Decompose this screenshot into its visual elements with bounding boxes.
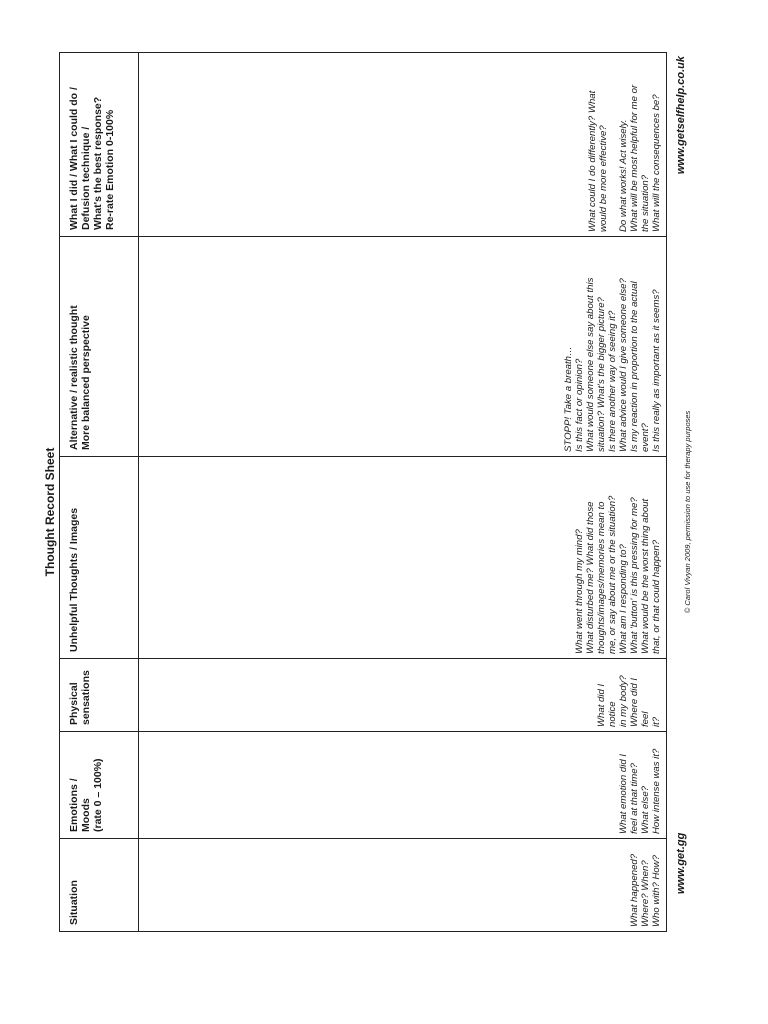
prompt-line: What happened?: [629, 853, 640, 927]
prompts-physical-sensations: [596, 663, 662, 727]
prompt-line: What would be the worst thing about: [640, 498, 651, 654]
column-header-line: Physical: [68, 682, 80, 725]
footer-left-url: www.get.gg: [675, 832, 687, 894]
header-what-i-did: [60, 53, 139, 236]
prompt-spacer: [609, 57, 618, 232]
record-table: [59, 52, 667, 932]
column-header-line: What I did / What I could do /: [68, 87, 80, 230]
prompt-line: it?: [651, 716, 662, 727]
prompt-line: Where? When?: [640, 860, 651, 927]
prompt-line: Where did I feel: [629, 677, 651, 727]
prompt-line: feel at that time?: [629, 763, 640, 834]
page-title: Thought Record Sheet: [43, 447, 57, 577]
prompts-alternative-thought: [563, 241, 662, 452]
prompt-line: STOPP! Take a breath…: [563, 346, 574, 452]
column-header-line: Re-rate Emotion 0-100%: [104, 109, 116, 230]
prompts-situation: [629, 843, 662, 927]
column-header-line: Defusion technique /: [80, 126, 92, 230]
cell-alternative-thought[interactable]: [139, 236, 666, 456]
prompt-line: What disturbed me? What did those: [585, 501, 596, 654]
column-header-line: Unhelpful Thoughts / Images: [68, 507, 80, 652]
column-header-line: (rate 0 – 100%): [92, 758, 104, 832]
prompts-unhelpful-thoughts: [574, 461, 662, 654]
prompt-line: What else?: [640, 786, 651, 834]
prompt-line: situation? What's the bigger picture?: [596, 297, 607, 452]
prompt-line: thoughts/images/memories mean to: [596, 501, 607, 654]
column-header-line: More balanced perspective: [80, 315, 92, 450]
prompt-line: What emotion did I: [618, 754, 629, 834]
prompt-line: What will the consequences be?: [651, 94, 662, 232]
copyright-note: © Carol Vivyan 2009, permission to use for therapy purposes: [683, 410, 692, 614]
cell-emotions[interactable]: [139, 731, 666, 838]
prompt-line: What am I responding to?: [618, 544, 629, 654]
prompt-line: What would someone else say about this: [585, 277, 596, 452]
prompts-what-i-did: [587, 57, 662, 232]
prompt-line: would be more effective?: [598, 125, 609, 232]
column-header-line: Alternative / realistic thought: [68, 305, 80, 450]
header-physical-sensations: [60, 658, 139, 731]
prompt-line: Is this really as important as it seems?: [651, 289, 662, 452]
thought-record-sheet: [39, 42, 729, 982]
column-header-line: What's the best response?: [92, 96, 104, 230]
prompt-line: the situation?: [640, 174, 651, 232]
prompt-line: What advice would I give someone else?: [618, 278, 629, 452]
prompt-line: How intense was it?: [651, 748, 662, 834]
header-alternative-thought: [60, 236, 139, 456]
cell-situation[interactable]: [139, 838, 666, 931]
prompt-line: What 'button' is this pressing for me?: [629, 497, 640, 654]
prompt-line: What did I notice: [596, 683, 618, 727]
prompt-line: that, or that could happen?: [651, 539, 662, 654]
prompt-line: What could I do differently? What: [587, 90, 598, 232]
prompts-emotions: [618, 736, 662, 834]
column-header-line: Emotions /: [68, 778, 80, 832]
prompt-line: Who with? How?: [651, 855, 662, 927]
column-header-line: Situation: [68, 880, 80, 925]
header-unhelpful-thoughts: [60, 456, 139, 658]
prompt-line: Is this fact or opinion?: [574, 358, 585, 452]
cell-physical-sensations[interactable]: [139, 658, 666, 731]
cell-what-i-did[interactable]: [139, 53, 666, 236]
header-situation: [60, 838, 139, 931]
header-emotions: [60, 731, 139, 838]
footer-right-url: www.getselfhelp.co.uk: [675, 56, 687, 175]
column-header-line: Moods: [80, 798, 92, 832]
prompt-line: Do what works! Act wisely.: [618, 119, 629, 232]
cell-unhelpful-thoughts[interactable]: [139, 456, 666, 658]
prompt-line: What went through my mind?: [574, 529, 585, 654]
prompt-line: Is my reaction in proportion to the actual: [629, 281, 640, 452]
prompt-line: What will be most helpful for me or: [629, 84, 640, 232]
prompt-line: Is there another way of seeing it?: [607, 310, 618, 452]
prompt-line: me, or say about me or the situation?: [607, 495, 618, 654]
prompt-line: in my body?: [618, 675, 629, 727]
column-header-line: sensations: [80, 670, 92, 725]
prompt-line: event?: [640, 423, 651, 452]
